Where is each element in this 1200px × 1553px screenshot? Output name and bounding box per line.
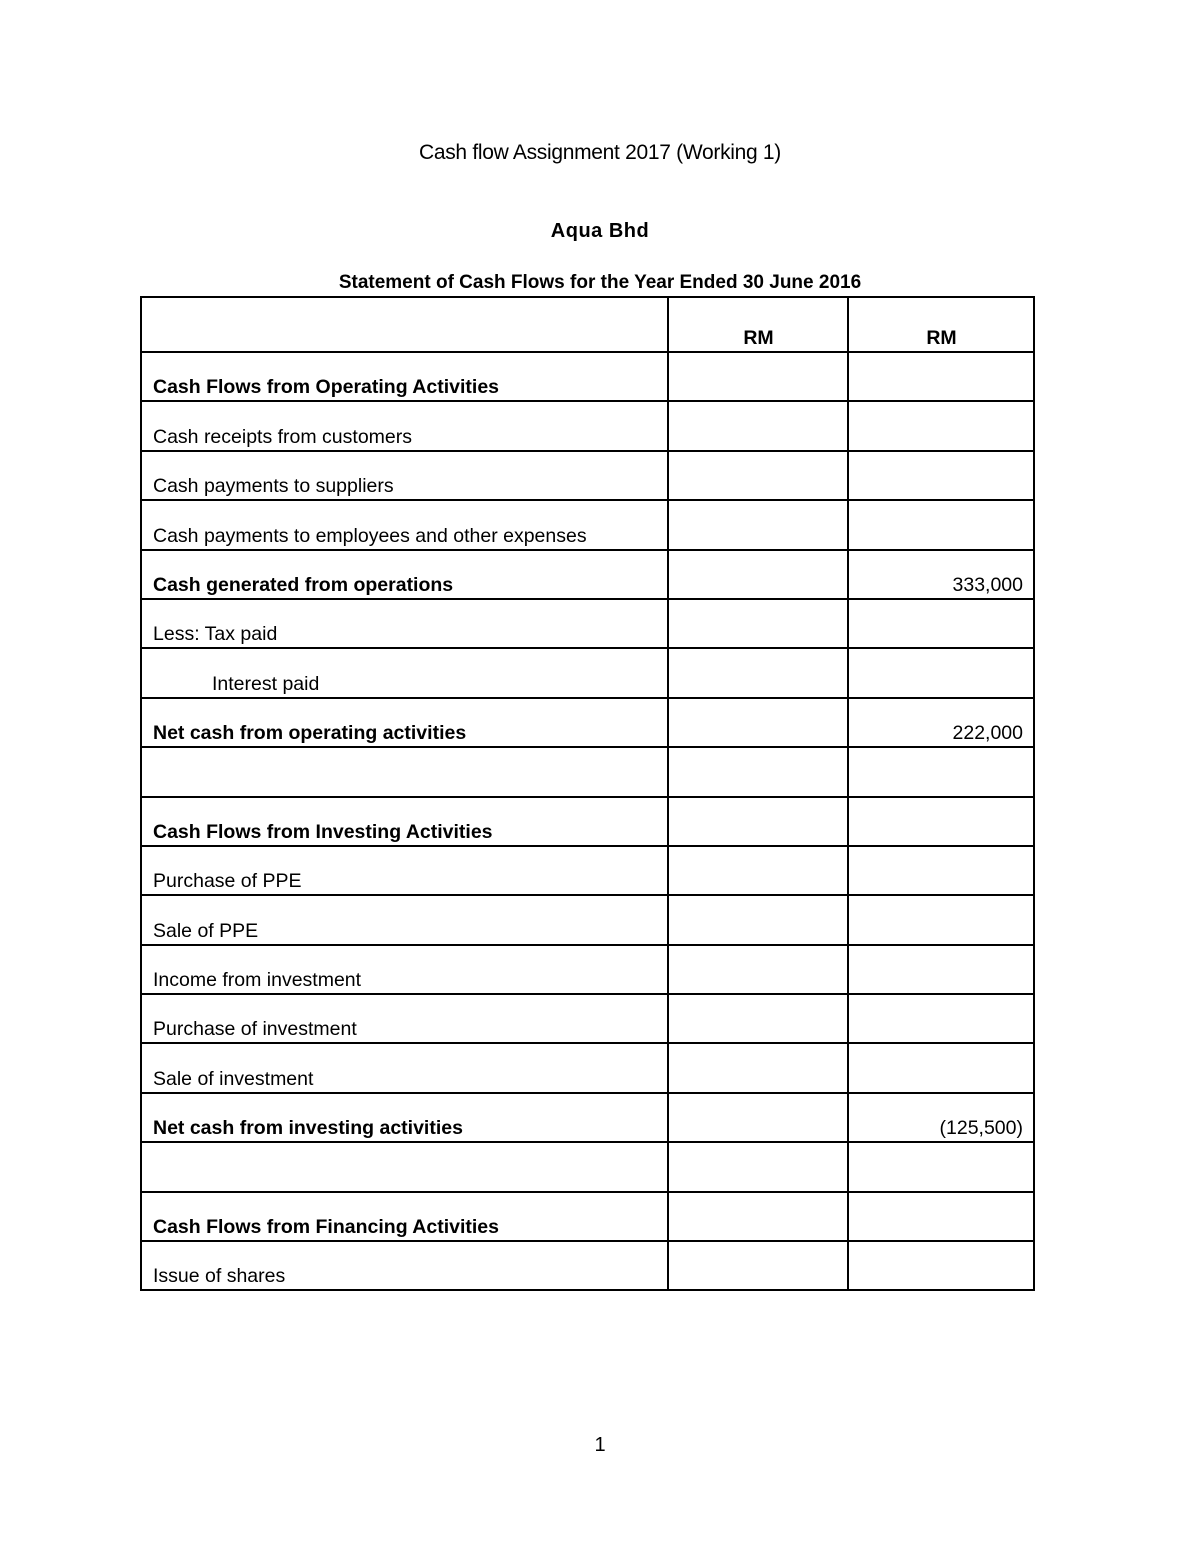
row-value-col2 bbox=[848, 994, 1034, 1043]
row-value-col1 bbox=[668, 648, 848, 697]
statement-title: Statement of Cash Flows for the Year Ended 30 June 2016 bbox=[338, 272, 862, 293]
table-row bbox=[141, 846, 1034, 895]
table-header-row bbox=[141, 297, 1034, 352]
row-value-col1 bbox=[668, 994, 848, 1043]
row-label: Interest paid bbox=[141, 648, 668, 697]
table-row bbox=[141, 994, 1034, 1043]
row-label: Cash Flows from Operating Activities bbox=[141, 352, 668, 401]
row-value-col2 bbox=[848, 599, 1034, 648]
row-label: Sale of PPE bbox=[141, 895, 668, 944]
table-row bbox=[141, 1093, 1034, 1142]
row-label: Cash receipts from customers bbox=[141, 401, 668, 450]
row-value-col1 bbox=[668, 698, 848, 747]
row-value-col1 bbox=[668, 1043, 848, 1092]
table-row bbox=[141, 1241, 1034, 1290]
table-row bbox=[141, 550, 1034, 599]
row-value-col2 bbox=[848, 797, 1034, 846]
row-value-col2 bbox=[848, 1192, 1034, 1241]
row-label: Cash payments to suppliers bbox=[141, 451, 668, 500]
row-value-col2: 333,000 bbox=[848, 550, 1034, 599]
header-cell-label bbox=[141, 297, 668, 352]
row-value-col2: 222,000 bbox=[848, 698, 1034, 747]
header-cell-rm-1: RM bbox=[668, 297, 848, 352]
table-row bbox=[141, 945, 1034, 994]
row-value-col2 bbox=[848, 500, 1034, 549]
row-label bbox=[141, 747, 668, 796]
row-value-col1 bbox=[668, 747, 848, 796]
header-cell-rm-2: RM bbox=[848, 297, 1034, 352]
row-label: Less: Tax paid bbox=[141, 599, 668, 648]
row-value-col1 bbox=[668, 945, 848, 994]
row-value-col1 bbox=[668, 1093, 848, 1142]
row-value-col1 bbox=[668, 451, 848, 500]
row-value-col1 bbox=[668, 599, 848, 648]
row-value-col2 bbox=[848, 648, 1034, 697]
row-value-col2 bbox=[848, 846, 1034, 895]
row-label: Income from investment bbox=[141, 945, 668, 994]
row-value-col2 bbox=[848, 1043, 1034, 1092]
table-row bbox=[141, 747, 1034, 796]
row-value-col2 bbox=[848, 747, 1034, 796]
row-label: Purchase of PPE bbox=[141, 846, 668, 895]
table-row bbox=[141, 599, 1034, 648]
row-value-col1 bbox=[668, 1241, 848, 1290]
row-value-col1 bbox=[668, 797, 848, 846]
row-label: Net cash from operating activities bbox=[141, 698, 668, 747]
row-value-col2 bbox=[848, 945, 1034, 994]
row-value-col1 bbox=[668, 401, 848, 450]
table-row bbox=[141, 648, 1034, 697]
table-row bbox=[141, 895, 1034, 944]
table-row bbox=[141, 1192, 1034, 1241]
company-name: Aqua Bhd bbox=[550, 220, 650, 242]
table-row bbox=[141, 500, 1034, 549]
table-row bbox=[141, 797, 1034, 846]
row-value-col1 bbox=[668, 500, 848, 549]
row-value-col2 bbox=[848, 401, 1034, 450]
document-title: Cash flow Assignment 2017 (Working 1) bbox=[418, 141, 782, 164]
row-label: Purchase of investment bbox=[141, 994, 668, 1043]
row-value-col1 bbox=[668, 895, 848, 944]
cash-flow-table bbox=[140, 296, 1035, 1291]
row-value-col2 bbox=[848, 1241, 1034, 1290]
row-value-col2: (125,500) bbox=[848, 1093, 1034, 1142]
table-row bbox=[141, 1142, 1034, 1191]
row-value-col1 bbox=[668, 1142, 848, 1191]
page-number: 1 bbox=[594, 1434, 606, 1456]
row-value-col2 bbox=[848, 895, 1034, 944]
row-value-col1 bbox=[668, 846, 848, 895]
table-row bbox=[141, 451, 1034, 500]
table-row bbox=[141, 1043, 1034, 1092]
row-label: Sale of investment bbox=[141, 1043, 668, 1092]
row-label: Cash payments to employees and other expenses bbox=[141, 500, 668, 549]
table-row bbox=[141, 698, 1034, 747]
row-label: Cash Flows from Investing Activities bbox=[141, 797, 668, 846]
row-value-col2 bbox=[848, 352, 1034, 401]
table-row bbox=[141, 401, 1034, 450]
row-label bbox=[141, 1142, 668, 1191]
row-label: Issue of shares bbox=[141, 1241, 668, 1290]
row-value-col1 bbox=[668, 550, 848, 599]
table-row bbox=[141, 352, 1034, 401]
row-value-col1 bbox=[668, 352, 848, 401]
row-label: Net cash from investing activities bbox=[141, 1093, 668, 1142]
row-value-col2 bbox=[848, 451, 1034, 500]
row-label: Cash Flows from Financing Activities bbox=[141, 1192, 668, 1241]
row-value-col1 bbox=[668, 1192, 848, 1241]
row-value-col2 bbox=[848, 1142, 1034, 1191]
row-label: Cash generated from operations bbox=[141, 550, 668, 599]
